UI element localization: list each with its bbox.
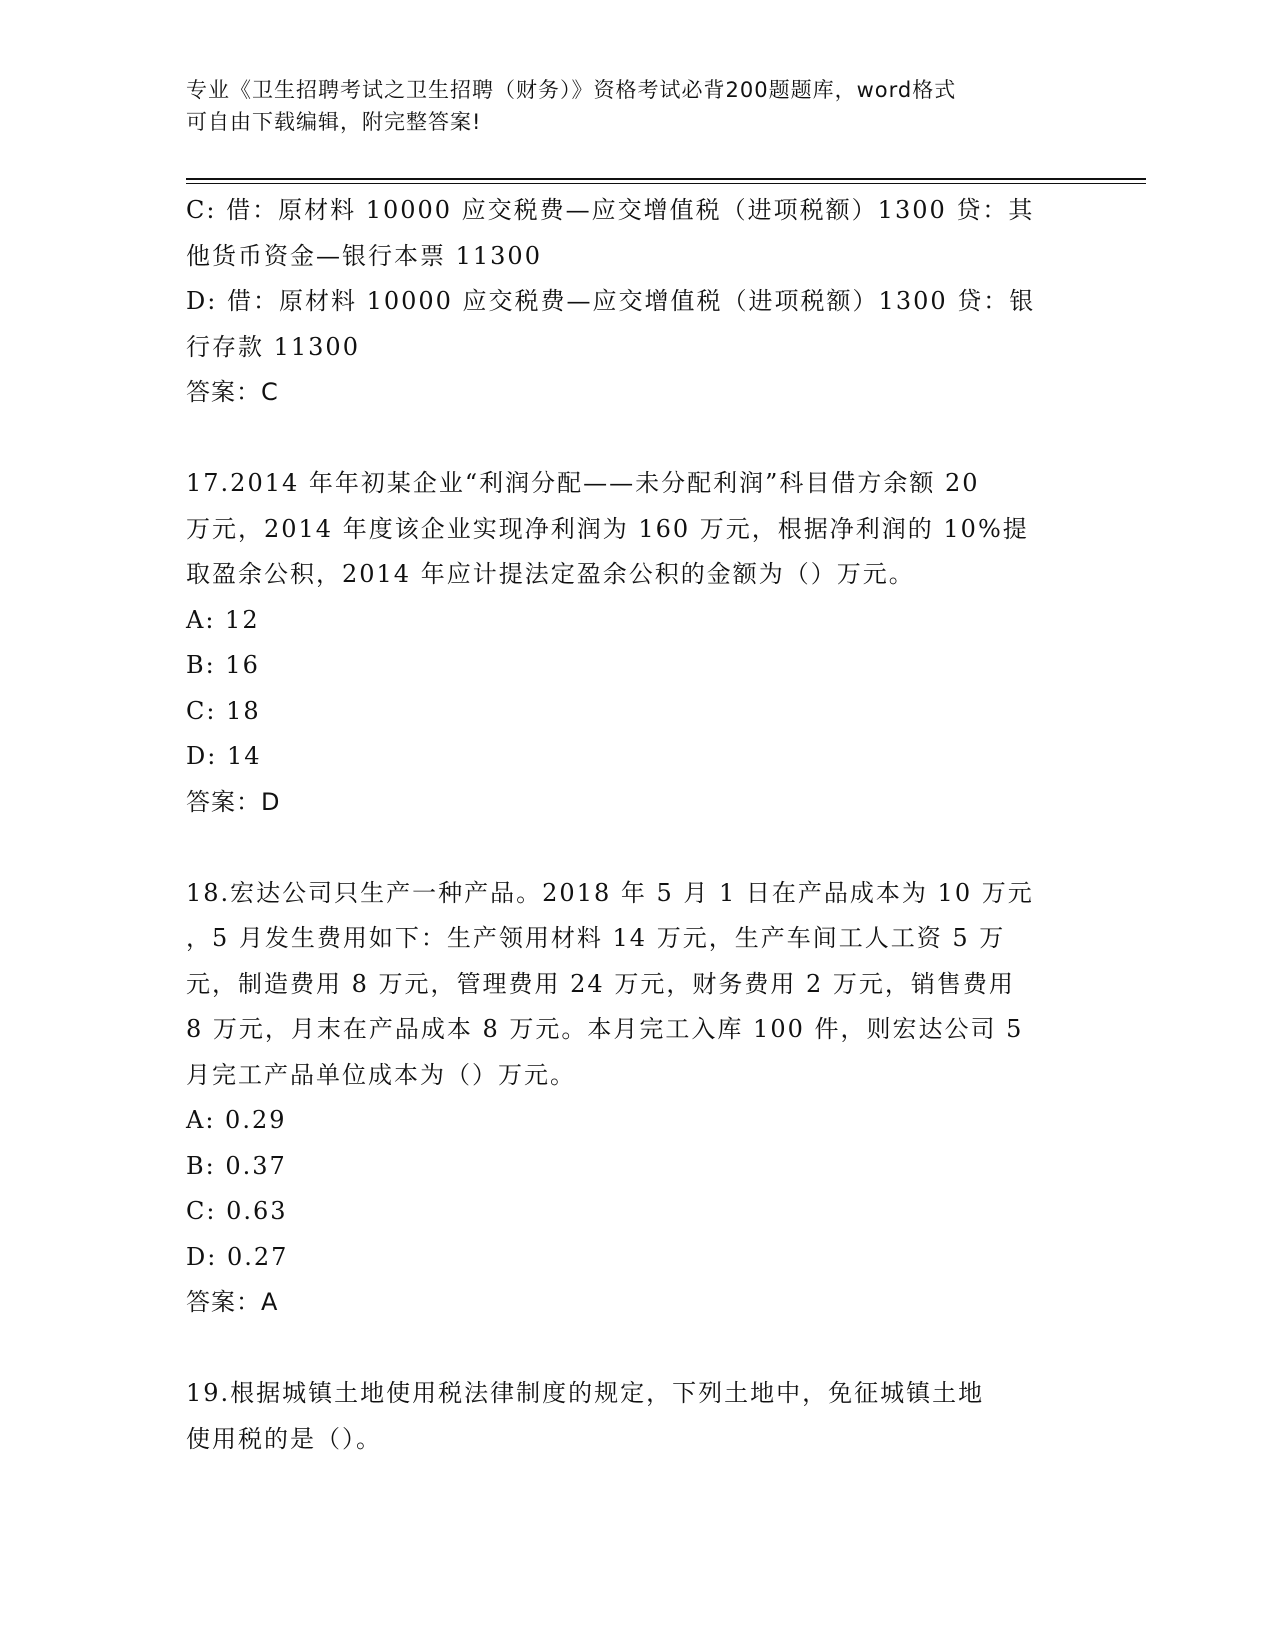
option-d-line-1: D: 借：原材料 10000 应交税费—应交增值税（进项税额）1300 贷：银 [186, 287, 1036, 315]
header-line-2: 可自由下载编辑，附完整答案! [186, 110, 482, 134]
option-d: D: 0.27 [186, 1242, 289, 1271]
question-text-line: 取盈余公积，2014 年应计提法定盈余公积的金额为（）万元。 [186, 560, 915, 588]
header-line-1: 专业《卫生招聘考试之卫生招聘（财务）》资格考试必背200题题库，word格式 [186, 78, 957, 102]
option-d: D: 14 [186, 742, 262, 770]
document-body [186, 188, 1086, 1462]
question-text-line: 元，制造费用 8 万元，管理费用 24 万元，财务费用 2 万元，销售费用 [186, 969, 1015, 998]
header-rule-thick [186, 178, 1146, 180]
answer-line: 答案：A [186, 1288, 279, 1316]
question-17 [186, 461, 1086, 825]
option-d-line-2: 行存款 11300 [186, 332, 360, 361]
question-18 [186, 871, 1086, 1326]
option-c: C: 18 [186, 696, 261, 725]
document-header [186, 74, 1066, 138]
answer-line: 答案：C [186, 378, 279, 406]
question-text-line: 17.2014 年年初某企业“利润分配——未分配利润”科目借方余额 20 [186, 469, 980, 497]
question-text-line: 19.根据城镇土地使用税法律制度的规定，下列土地中，免征城镇土地 [186, 1379, 985, 1407]
option-a: A: 0.29 [186, 1106, 287, 1134]
option-b: B: 16 [186, 651, 260, 679]
answer-line: 答案：D [186, 787, 281, 816]
option-c: C: 0.63 [186, 1197, 288, 1225]
question-text-line: 8 万元，月末在产品成本 8 万元。本月完工入库 100 件，则宏达公司 5 [186, 1015, 1024, 1043]
option-a: A: 12 [186, 605, 260, 634]
header-rule-thin [186, 183, 1146, 184]
question-text-line: 万元，2014 年度该企业实现净利润为 160 万元，根据净利润的 10%提 [186, 514, 1029, 543]
question-text-line: 月完工产品单位成本为（）万元。 [186, 1060, 576, 1089]
option-c-line-1: C: 借：原材料 10000 应交税费—应交增值税（进项税额）1300 贷：其 [186, 196, 1035, 224]
option-b: B: 0.37 [186, 1151, 287, 1180]
question-text-line: 18.宏达公司只生产一种产品。2018 年 5 月 1 日在产品成本为 10 万元 [186, 878, 1034, 907]
question-text-line: ，5 月发生费用如下：生产领用材料 14 万元，生产车间工人工资 5 万 [186, 924, 1006, 952]
question-text-line: 使用税的是（）。 [186, 1424, 382, 1453]
previous-question [186, 188, 1086, 416]
option-c-line-2: 他货币资金—银行本票 11300 [186, 241, 542, 270]
question-19 [186, 1371, 1086, 1462]
